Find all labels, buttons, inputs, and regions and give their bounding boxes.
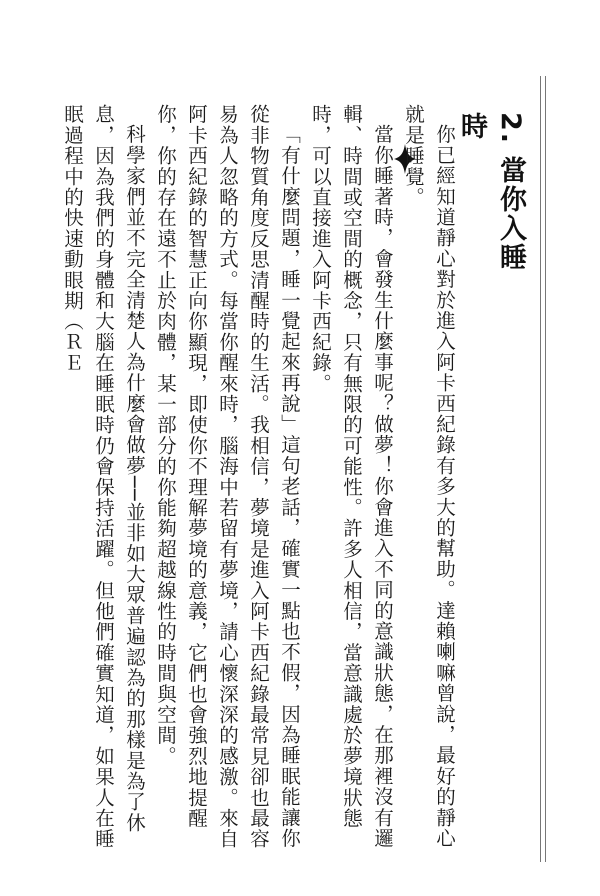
body-text (60, 104, 460, 864)
margin-rule-outer (540, 76, 541, 862)
paragraph-4: 科學家們並不完全清楚人為什麼會做夢──並非如大眾普遍認為的那樣是為了休息，因為我們的身體和大腦在睡眠時仍會保持活躍。但他們確實知道，如果人在睡眠過程中的快速動眼期（ＲＥ (61, 104, 146, 850)
paragraph-3: 「有什麼問題，睡一覺起來再說」這句老話，確實一點也不假，因為睡眠能讓你從非物質角度反思清醒時的生活。我相信，夢境是進入阿卡西紀錄最常見卻也最容易為人忽略的方式。每當你醒來時，腦海中若留有夢境，請心懷深深的感激。來自阿卡西紀錄的智慧正向你顯現，即使你不理解夢境的意義，它們也會強烈地提醒你，你的存在遠不止於肉體，某一部分的你能夠超越線性的時間與空間。 (154, 104, 301, 850)
chapter-title: 2. 當你入睡時 (456, 112, 526, 273)
paragraph-1: 你已經知道靜心對於進入阿卡西紀錄有多大的幫助。達賴喇嘛曾說，最好的靜心就是睡覺。 (402, 104, 456, 848)
margin-rule-inner (545, 76, 546, 862)
paragraph-2: 當你睡著時，會發生什麼事呢？做夢！你會進入不同的意識狀態，在那裡沒有邏輯、時間或空間的概念，只有無限的可能性。許多人相信，當意識處於夢境狀態時，可以直接進入阿卡西紀錄。 (309, 104, 394, 848)
